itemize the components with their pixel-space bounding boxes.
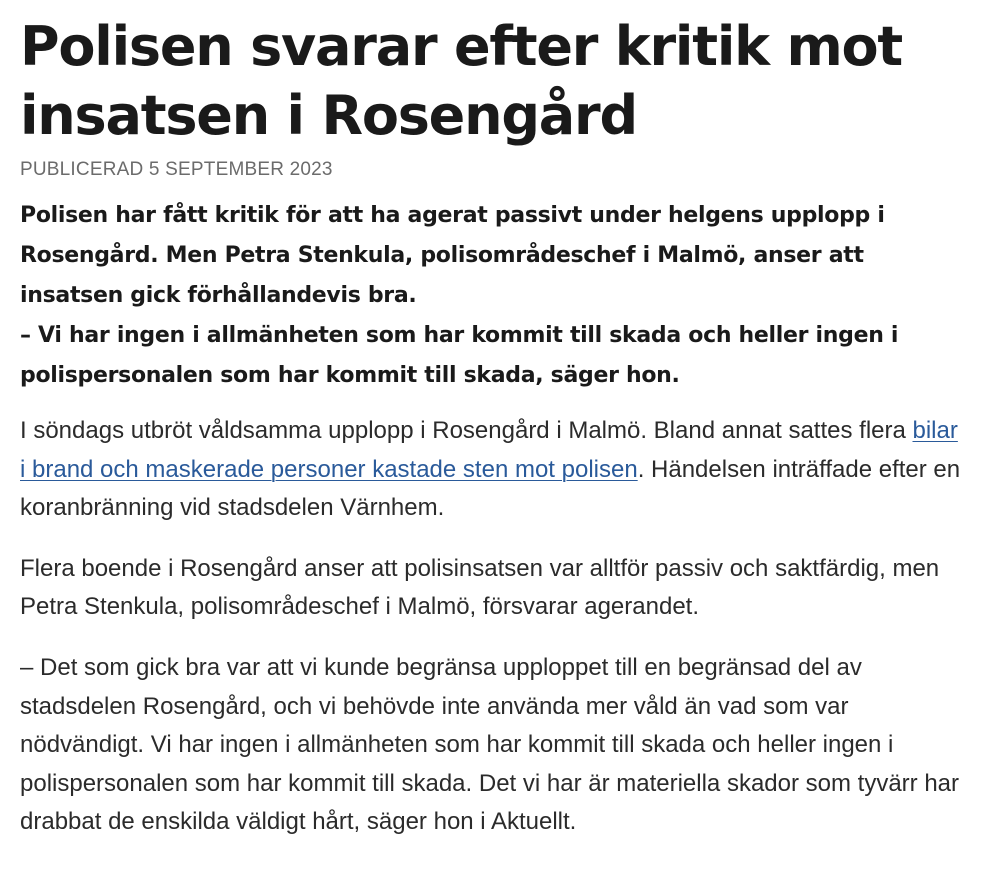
article-lead bbox=[20, 196, 964, 396]
lead-paragraph: Polisen har fått kritik för att ha agerat passivt under helgens upplopp i Rosengård. Men Petra Stenkula, polisområdeschef i Malmö, anser att insatsen gick förhållandevis bra. bbox=[20, 203, 885, 308]
body-paragraph-1-text-start: I söndags utbröt våldsamma upplopp i Rosengård i Malmö. Bland annat sattes flera bbox=[20, 417, 913, 444]
body-paragraph-1 bbox=[20, 412, 964, 528]
article-body bbox=[20, 412, 964, 842]
publish-date: PUBLICERAD 5 SEPTEMBER 2023 bbox=[20, 159, 333, 180]
lead-quote: – Vi har ingen i allmänheten som har kommit till skada och heller ingen i polispersonalen som har kommit till skada, säger hon. bbox=[20, 323, 899, 388]
article-headline: Polisen svarar efter kritik mot insatsen i Rosengård bbox=[20, 15, 903, 147]
article-inline-link[interactable]: bilar i brand och maskerade personer kastade sten mot polisen bbox=[20, 417, 958, 483]
body-paragraph-1-text-end: . Händelsen inträffade efter en koranbränning vid stadsdelen Värnhem. bbox=[20, 455, 961, 522]
article bbox=[20, 12, 964, 842]
body-paragraph-2: Flera boende i Rosengård anser att polisinsatsen var alltför passiv och saktfärdig, men Petra Stenkula, polisområdeschef i Malmö, försvarar agerandet. bbox=[20, 554, 940, 621]
body-paragraph-3: – Det som gick bra var att vi kunde begränsa upploppet till en begränsad del av stadsdelen Rosengård, och vi behövde inte använda mer våld än vad som var nödvändigt. Vi har ingen i allmänheten som har kommit till skada och heller ingen i polispersonalen som har kommit till skada. Det vi har är materiella skador som tyvärr har drabbat de enskilda väldigt hårt, säger hon i Aktuellt. bbox=[20, 653, 960, 836]
